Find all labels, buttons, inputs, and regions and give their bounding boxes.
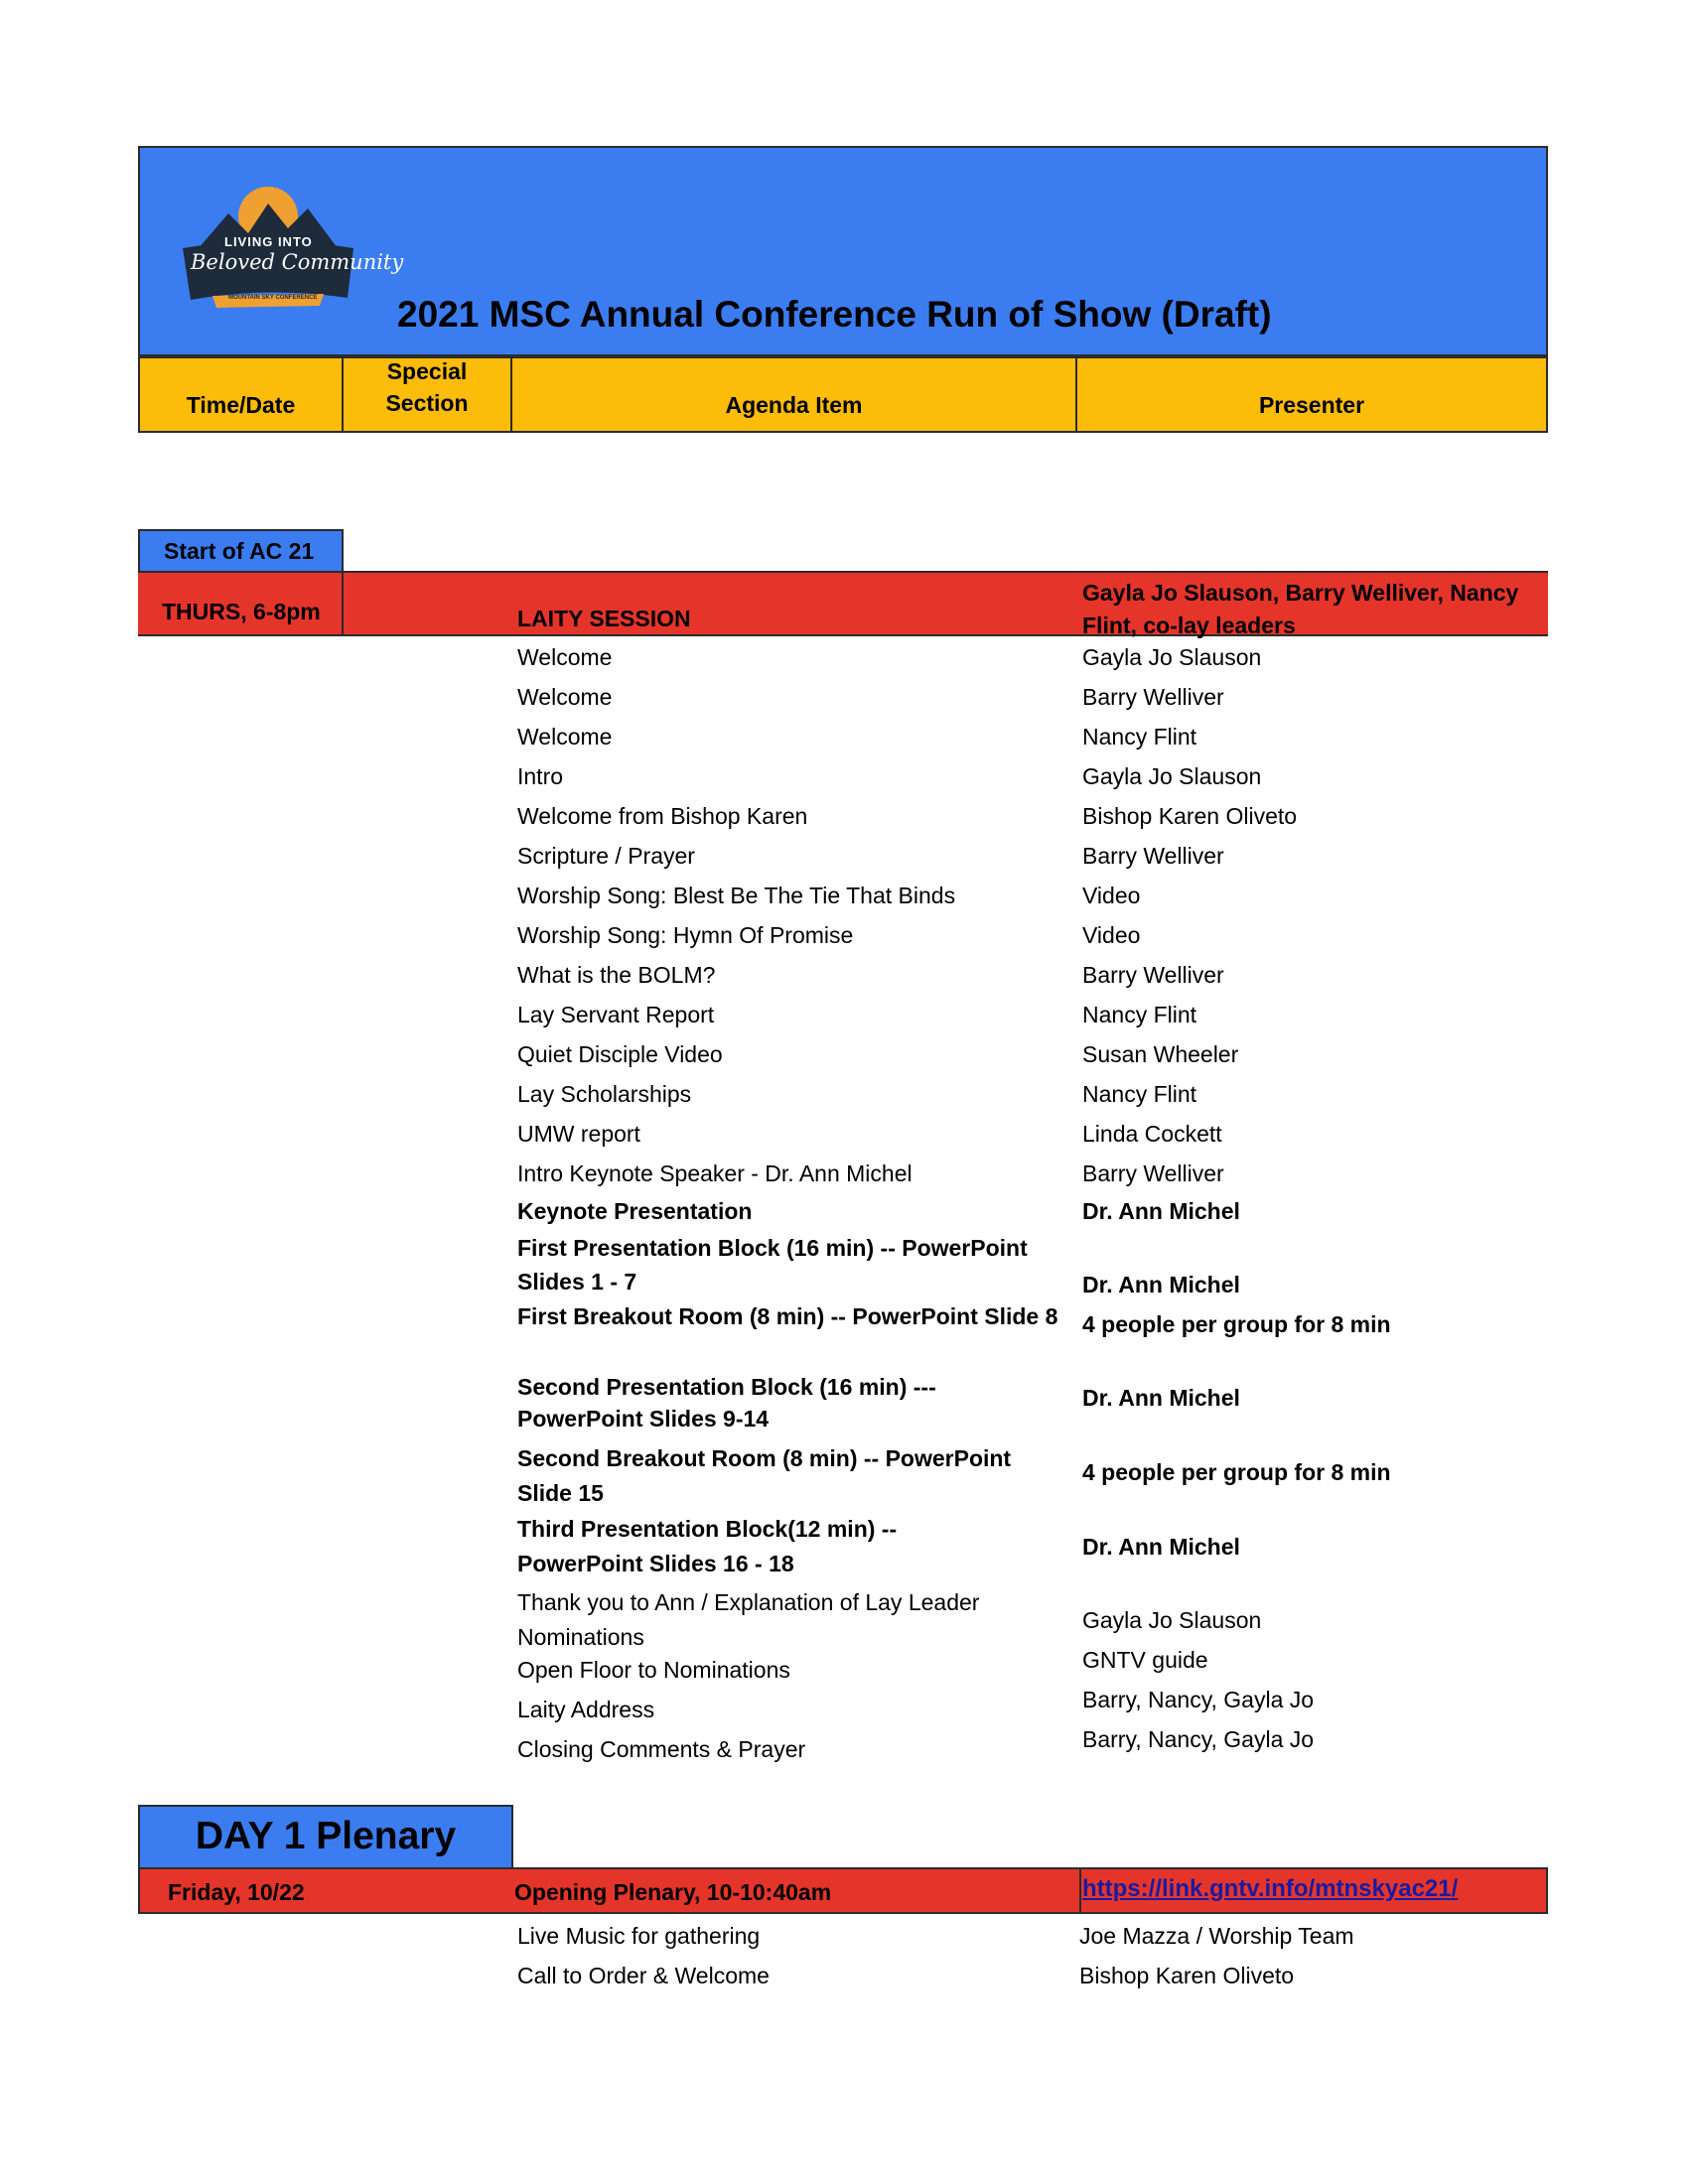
agenda-item: Welcome <box>517 644 613 670</box>
presenter-name: Bishop Karen Oliveto <box>1082 803 1298 829</box>
agenda-item: Worship Song: Hymn Of Promise <box>517 922 854 948</box>
agenda-item: First Presentation Block (16 min) -- PowerPoint Slides 1 - 7 <box>517 1235 1028 1295</box>
presenter-name: 4 people per group for 8 min <box>1082 1459 1391 1485</box>
presenter-name: Barry Welliver <box>1082 684 1224 710</box>
agenda-item: Welcome from Bishop Karen <box>517 803 808 829</box>
section-tag-start: Start of AC 21 <box>138 529 344 573</box>
col-header-time <box>138 356 344 433</box>
agenda-item: Closing Comments & Prayer <box>517 1736 806 1762</box>
agenda-item: Call to Order & Welcome <box>517 1963 770 1988</box>
session-presenter: Gayla Jo Slauson, Barry Welliver, Nancy Flint, co-lay leaders <box>1082 580 1519 638</box>
presenter-name: Barry Welliver <box>1082 843 1224 869</box>
logo-line3: MOUNTAIN SKY CONFERENCE <box>228 295 318 301</box>
agenda-item: Quiet Disciple Video <box>517 1041 723 1067</box>
agenda-item: Thank you to Ann / Explanation of Lay Leader Nominations <box>517 1589 980 1650</box>
presenter-name: Linda Cockett <box>1082 1121 1222 1147</box>
session-divider <box>342 571 344 636</box>
agenda-item: Keynote Presentation <box>517 1198 753 1224</box>
agenda-item: Third Presentation Block(12 min) -- PowerPoint Slides 16 - 18 <box>517 1516 898 1576</box>
col-header-special-line1: Special <box>386 358 468 384</box>
presenter-name: Barry, Nancy, Gayla Jo <box>1082 1726 1315 1752</box>
agenda-item: Second Presentation Block (16 min) --- PowerPoint Slides 9-14 <box>517 1374 936 1432</box>
session-time: THURS, 6-8pm <box>162 599 321 624</box>
agenda-item: Open Floor to Nominations <box>517 1657 790 1683</box>
day1-session-time: Friday, 10/22 <box>168 1879 305 1905</box>
presenter-name: Barry Welliver <box>1082 962 1224 988</box>
presenter-name: Nancy Flint <box>1082 724 1197 750</box>
col-header-special <box>342 356 512 433</box>
col-header-presenter-label: Presenter <box>1258 392 1365 418</box>
day1-session-title: Opening Plenary, 10-10:40am <box>514 1879 832 1905</box>
presenter-name: Dr. Ann Michel <box>1082 1534 1240 1560</box>
presenter-name: Nancy Flint <box>1082 1081 1197 1107</box>
agenda-item: Worship Song: Blest Be The Tie That Binds <box>517 883 956 908</box>
presenter-name: GNTV guide <box>1082 1647 1208 1673</box>
col-header-agenda <box>510 356 1077 433</box>
presenter-name: Video <box>1082 922 1141 948</box>
presenter-name: Gayla Jo Slauson <box>1082 763 1262 789</box>
agenda-item: What is the BOLM? <box>517 962 716 988</box>
agenda-item: Live Music for gathering <box>517 1923 761 1949</box>
presenter-name: Dr. Ann Michel <box>1082 1385 1240 1411</box>
presenter-name: Barry Welliver <box>1082 1160 1224 1186</box>
agenda-item: Intro Keynote Speaker - Dr. Ann Michel <box>517 1160 913 1186</box>
col-header-agenda-label: Agenda Item <box>725 392 863 418</box>
agenda-item: First Breakout Room (8 min) -- PowerPoint Slide 8 <box>517 1303 1058 1329</box>
session-title: LAITY SESSION <box>517 606 691 631</box>
logo-line1: LIVING INTO <box>224 234 313 249</box>
presenter-name: Dr. Ann Michel <box>1082 1198 1240 1224</box>
agenda-item: Lay Scholarships <box>517 1081 692 1107</box>
page-title: 2021 MSC Annual Conference Run of Show (Draft) <box>397 294 1272 335</box>
presenter-name: Dr. Ann Michel <box>1082 1272 1240 1297</box>
presenter-name: Bishop Karen Oliveto <box>1079 1963 1295 1988</box>
stream-link[interactable]: https://link.gntv.info/mtnskyac21/ <box>1082 1875 1459 1902</box>
presenter-name: Barry, Nancy, Gayla Jo <box>1082 1687 1315 1712</box>
presenter-name: Gayla Jo Slauson <box>1082 1607 1262 1633</box>
presenter-name: Nancy Flint <box>1082 1002 1197 1027</box>
col-header-time-label: Time/Date <box>186 392 296 418</box>
agenda-item: Lay Servant Report <box>517 1002 715 1027</box>
agenda-item: Second Breakout Room (8 min) -- PowerPoint Slide 15 <box>517 1445 1012 1506</box>
presenter-name: Video <box>1082 883 1141 908</box>
presenter-name: Joe Mazza / Worship Team <box>1079 1923 1354 1949</box>
section-tag-day1: DAY 1 Plenary <box>138 1805 513 1869</box>
presenter-name: 4 people per group for 8 min <box>1082 1311 1391 1337</box>
agenda-item: Scripture / Prayer <box>517 843 695 869</box>
agenda-item: Welcome <box>517 724 613 750</box>
agenda-item: UMW report <box>517 1121 640 1147</box>
conference-logo <box>169 179 404 318</box>
agenda-item: Laity Address <box>517 1697 655 1722</box>
agenda-item: Welcome <box>517 684 613 710</box>
logo-line2: Beloved Community <box>191 250 404 274</box>
agenda-item: Intro <box>517 763 564 789</box>
session-divider <box>1079 1867 1081 1914</box>
presenter-name: Susan Wheeler <box>1082 1041 1239 1067</box>
presenter-name: Gayla Jo Slauson <box>1082 644 1262 670</box>
col-header-special-line2: Section <box>385 390 469 416</box>
col-header-presenter <box>1075 356 1548 433</box>
